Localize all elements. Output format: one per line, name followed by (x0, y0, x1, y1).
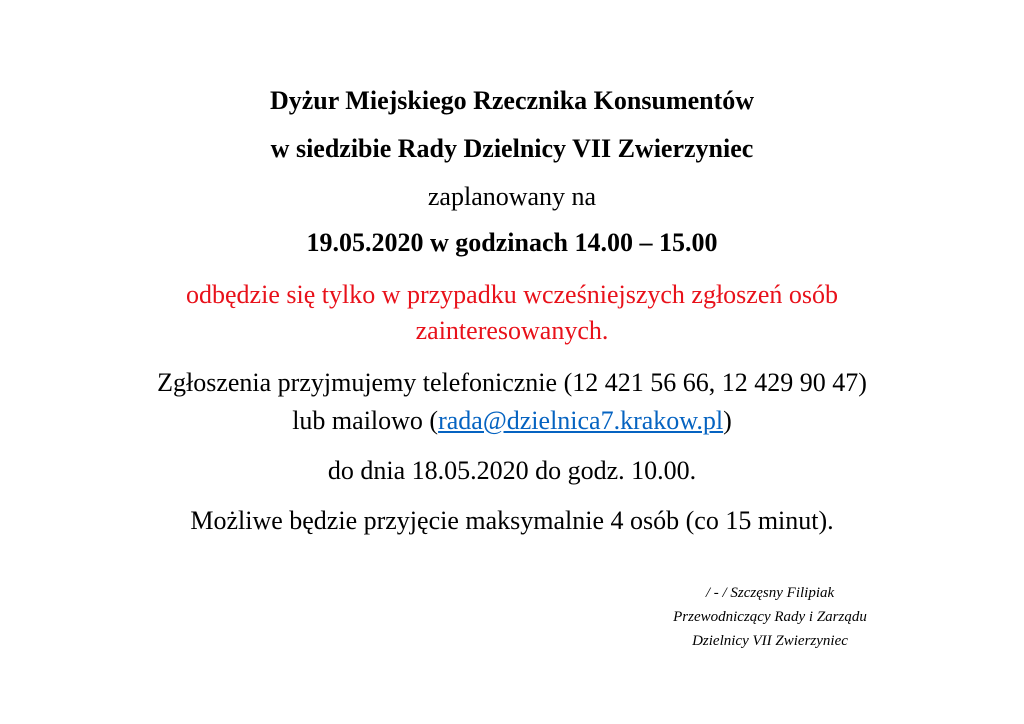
contact-email-prefix: lub mailowo ( (292, 406, 439, 435)
signature-name: / - / Szczęsny Filipiak (705, 585, 835, 601)
deadline-line: do dnia 18.05.2020 do godz. 10.00. (327, 456, 697, 485)
contact-email-line (40, 408, 984, 434)
title-line-2: w siedzibie Rady Dzielnicy VII Zwierzyniec (270, 134, 754, 163)
title-line-1: Dyżur Miejskiego Rzecznika Konsumentów (269, 86, 755, 115)
condition-line-2: zainteresowanych. (415, 316, 609, 345)
signature-district: Dzielnicy VII Zwierzyniec (692, 633, 848, 649)
condition-line-1: odbędzie się tylko w przypadku wcześniejszych zgłoszeń osób (186, 280, 838, 309)
date-time: 19.05.2020 w godzinach 14.00 – 15.00 (306, 228, 718, 257)
contact-phone-line: Zgłoszenia przyjmujemy telefonicznie (12 421 56 66, 12 429 90 47) (157, 368, 867, 397)
email-link[interactable]: rada@dzielnica7.krakow.pl (438, 406, 724, 435)
contact-email-suffix: ) (723, 406, 732, 435)
signature-title: Przewodniczący Rady i Zarządu (673, 609, 867, 625)
planned-label: zaplanowany na (427, 182, 597, 211)
capacity-line: Możliwe będzie przyjęcie maksymalnie 4 osób (co 15 minut). (190, 506, 834, 535)
